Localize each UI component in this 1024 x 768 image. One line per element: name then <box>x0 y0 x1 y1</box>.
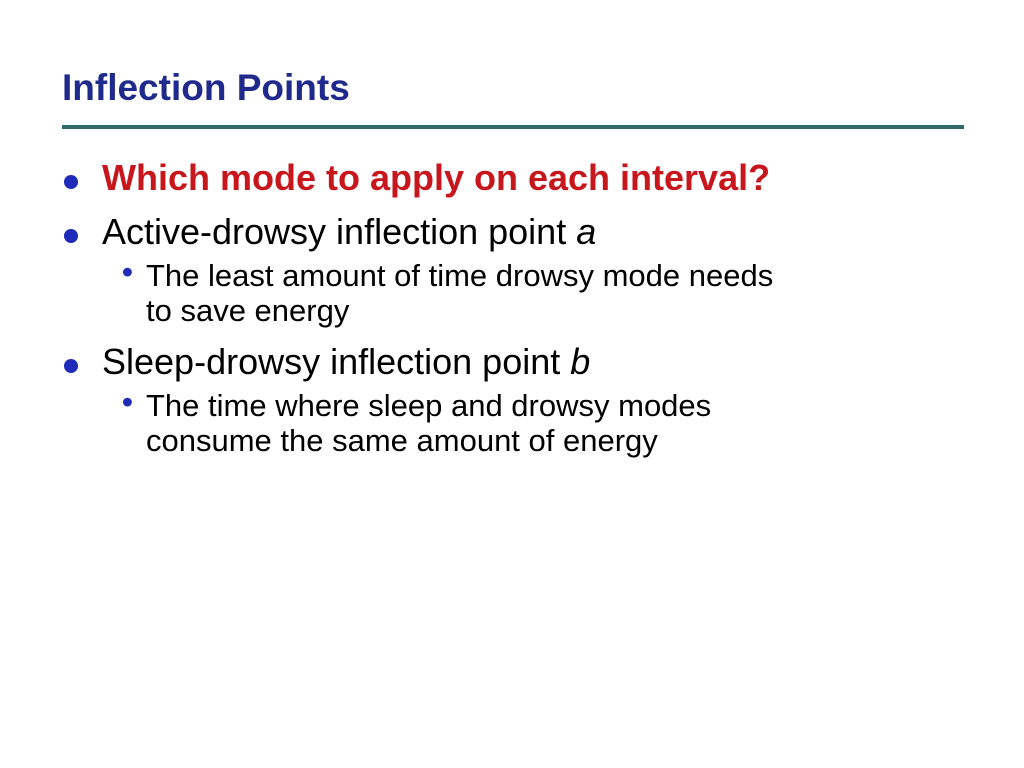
bullet-italic-variable: a <box>576 211 597 252</box>
sub-bullet-line-2: to save energy <box>146 293 350 328</box>
slide-title: Inflection Points <box>62 67 350 108</box>
dot-bullet-icon: • <box>122 254 133 289</box>
bullet-italic-variable: b <box>570 341 591 382</box>
sub-bullet-line-2: consume the same amount of energy <box>146 423 658 458</box>
round-bullet-icon <box>64 359 78 373</box>
bullet-text: Which mode to apply on each interval? <box>102 157 771 198</box>
sub-bullet-line-1: The time where sleep and drowsy modes <box>146 388 712 423</box>
sub-bullet-active-drowsy-definition <box>122 254 946 328</box>
dot-bullet-icon: • <box>122 384 133 419</box>
bullet-list <box>64 152 964 458</box>
sub-bullet-sleep-drowsy-definition <box>122 384 946 458</box>
bullet-item-sleep-drowsy <box>64 342 964 382</box>
round-bullet-icon <box>64 175 78 189</box>
title-underline-rule <box>62 125 964 129</box>
bullet-text: Sleep-drowsy inflection point <box>102 341 571 382</box>
sub-bullet-line-1: The least amount of time drowsy mode needs <box>146 258 774 293</box>
round-bullet-icon <box>64 229 78 243</box>
bullet-item-question <box>64 158 964 198</box>
bullet-text: Active-drowsy inflection point <box>102 211 577 252</box>
bullet-item-active-drowsy <box>64 212 964 252</box>
